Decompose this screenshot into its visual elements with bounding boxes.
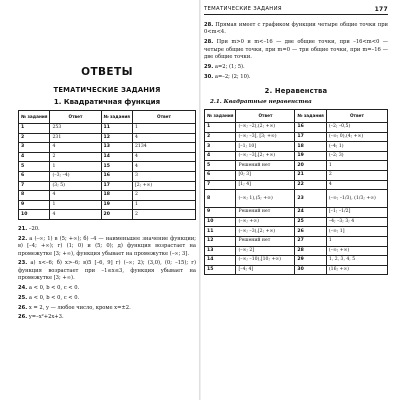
answer-cell: (–∞; +∞) (236, 217, 295, 227)
task-number-cell: 14 (101, 152, 132, 162)
answer-cell: (–2; 3) (326, 151, 387, 161)
answer-cell: (–∞; +∞) (326, 246, 387, 256)
table-header-row (205, 110, 388, 123)
task-number-cell: 4 (19, 152, 50, 162)
answer-cell: 253 (50, 124, 101, 134)
answer-number: 30. (204, 73, 214, 80)
task-number-cell: 14 (205, 256, 236, 266)
task-number-cell: 18 (101, 191, 132, 201)
answer-item (18, 236, 196, 258)
answer-text: a=2; (1; 5). (213, 63, 245, 70)
answer-cell: [0; 3] (236, 170, 295, 180)
answer-item (18, 285, 196, 292)
task-number-cell: 2 (19, 133, 50, 143)
answer-cell: 1 (326, 236, 387, 246)
col-header-answer: Ответ (50, 111, 101, 124)
answer-cell: 2 (326, 170, 387, 180)
answer-cell: (–∞; –1/3), (1/3; +∞) (326, 190, 387, 208)
answer-item (204, 22, 388, 37)
answer-cell: (–4; 1) (326, 142, 387, 152)
task-number-cell: 9 (205, 208, 236, 218)
table-row (205, 190, 388, 208)
col-header-task: № задания (19, 111, 50, 124)
answer-cell: (–∞; 1),(5; +∞) (236, 190, 295, 208)
answer-cell: (–∞; –3], [3; +∞) (236, 132, 295, 142)
answer-item (204, 39, 388, 61)
table-row (19, 191, 196, 201)
answer-text: При m>0 и m<–16 — две общие точки, при –16<m<0 — четыре общие точки, при m=0 — три общие точки, при m=–16 — две общие точки. (204, 39, 388, 61)
answer-cell: (–∞; 2] (236, 246, 295, 256)
answer-text: a=–2; (2; 10). (213, 73, 251, 80)
answer-cell: 1 (132, 200, 195, 210)
answer-cell: 2134 (132, 143, 195, 153)
answer-cell: 4 (326, 180, 387, 190)
answer-number: 24. (18, 284, 28, 291)
answer-cell: 1 (50, 162, 101, 172)
answer-text: –20. (27, 225, 40, 232)
answer-item (18, 295, 196, 302)
task-number-cell: 13 (205, 246, 236, 256)
table-row (205, 180, 388, 190)
task-number-cell: 7 (19, 181, 50, 191)
task-number-cell: 28 (295, 246, 326, 256)
answer-item (18, 314, 196, 321)
task-number-cell: 8 (205, 190, 236, 208)
answers-table-1-body (19, 124, 196, 220)
task-number-cell: 27 (295, 236, 326, 246)
answer-cell: 4 (132, 133, 195, 143)
task-number-cell: 24 (295, 208, 326, 218)
task-number-cell: 18 (295, 142, 326, 152)
left-answers-list (18, 226, 196, 322)
table-row (205, 256, 388, 266)
right-answers-list (204, 22, 388, 81)
answer-cell: (–∞; 1] (326, 227, 387, 237)
task-number-cell: 6 (19, 171, 50, 181)
answer-item (18, 305, 196, 312)
answer-cell: (16; +∞) (326, 265, 387, 275)
answer-text: a < 0, b < 0, c < 0. (27, 294, 80, 301)
table-row (205, 170, 388, 180)
table-row (205, 208, 388, 218)
task-number-cell: 5 (19, 162, 50, 172)
answers-table-2 (204, 109, 388, 275)
answer-cell: 4 (132, 162, 195, 172)
answer-cell: (–∞; –10),[10; +∞) (236, 256, 295, 266)
table-row (205, 151, 388, 161)
answer-text: а) x<–6; б) x>–6; в)5 [–6, 9] г) (–∞; 2); (3,0), (0; –15); г) функция возрастает при –1≤x≤3, функция убывает на промежутке [3; +∞). (18, 260, 196, 282)
task-number-cell: 30 (295, 265, 326, 275)
task-number-cell: 10 (205, 217, 236, 227)
answer-item (18, 260, 196, 282)
task-number-cell: 13 (101, 143, 132, 153)
answer-number: 23. (18, 260, 28, 267)
answer-cell: 4 (132, 152, 195, 162)
task-number-cell: 15 (205, 265, 236, 275)
task-number-cell: 12 (205, 236, 236, 246)
answer-cell: 4 (50, 191, 101, 201)
task-number-cell: 15 (101, 162, 132, 172)
task-number-cell: 22 (295, 180, 326, 190)
answer-number: 29. (204, 63, 214, 70)
task-number-cell: 1 (19, 124, 50, 134)
section-title-left: ТЕМАТИЧЕСКИЕ ЗАДАНИЯ (53, 86, 161, 94)
col-header-answer: Ответ (236, 110, 295, 123)
table-row (205, 227, 388, 237)
task-number-cell: 10 (19, 210, 50, 220)
task-number-cell: 23 (295, 190, 326, 208)
answer-text: a (–∞; 1) в (5; +∞); б) –4 — наименьшее значение функции; в) [–4; +∞); г) (1; 0) и (5; 0); д) функция возрастает на промежутке [3; +∞), функция убывает на промежутке (–∞; 3]. (18, 235, 196, 257)
answer-number: 28. (204, 22, 214, 28)
answer-item (18, 226, 196, 233)
table-row (19, 200, 196, 210)
task-number-cell: 3 (205, 142, 236, 152)
table-row (205, 265, 388, 275)
task-number-cell: 7 (205, 180, 236, 190)
task-number-cell: 3 (19, 143, 50, 153)
answer-text: y=–x²+2x+3. (27, 314, 64, 321)
answer-cell: –4; –3; 3; 4 (326, 217, 387, 227)
task-number-cell: 20 (101, 210, 132, 220)
answer-cell: (–∞; –3),[2; +∞) (236, 227, 295, 237)
answer-cell: 2 (132, 210, 195, 220)
task-number-cell: 6 (205, 170, 236, 180)
answer-cell: Решений нет (236, 236, 295, 246)
col-header-answer: Ответ (326, 110, 387, 123)
answer-cell: (–∞; 0),(4; +∞) (326, 132, 387, 142)
answer-cell: 1 (326, 161, 387, 171)
task-number-cell: 11 (101, 124, 132, 134)
task-number-cell: 29 (295, 256, 326, 266)
subsection-quadratic-function: 1. Квадратичная функция (53, 98, 161, 106)
task-number-cell: 17 (101, 181, 132, 191)
task-number-cell: 26 (295, 227, 326, 237)
task-number-cell: 5 (205, 161, 236, 171)
answer-cell: (–∞; –2),(2; +∞) (236, 123, 295, 133)
answer-cell: (–∞; –3],[2; +∞) (236, 151, 295, 161)
answer-number: 25. (18, 294, 28, 301)
table-row (19, 162, 196, 172)
answer-number: 22. (18, 235, 28, 242)
subsection-quadratic-inequalities: 2.1. Квадратные неравенства (210, 99, 312, 106)
task-number-cell: 21 (295, 170, 326, 180)
table-row (205, 123, 388, 133)
col-header-answer: Ответ (132, 111, 195, 124)
answer-cell: 2 (50, 152, 101, 162)
table-row (19, 181, 196, 191)
running-header-text: ТЕМАТИЧЕСКИЕ ЗАДАНИЯ (204, 6, 282, 12)
page-number: 177 (374, 6, 388, 13)
answer-cell: [2; +∞) (132, 181, 195, 191)
answer-text: Прямая имеет с графиком функции четыре общие точки при 0<m<4. (204, 22, 388, 36)
task-number-cell: 20 (295, 161, 326, 171)
task-number-cell: 1 (205, 123, 236, 133)
col-header-task: № задания (295, 110, 326, 123)
section-title-inequalities: 2. Неравенства (264, 87, 328, 96)
answer-item (204, 64, 388, 71)
answer-cell: [–1; –1/2] (326, 208, 387, 218)
task-number-cell: 16 (101, 171, 132, 181)
answer-item (204, 74, 388, 81)
answers-title: ОТВЕТЫ (81, 66, 133, 78)
answers-table-2-body (205, 123, 388, 275)
answer-cell: [–4; 4] (236, 265, 295, 275)
task-number-cell: 19 (295, 151, 326, 161)
answer-number: 21. (18, 225, 28, 232)
answer-cell: 4 (50, 143, 101, 153)
answer-cell: 231 (50, 133, 101, 143)
answer-cell: (3; 5) (50, 181, 101, 191)
answer-text: a < 0, b < 0, c < 0. (27, 284, 80, 291)
task-number-cell: 25 (295, 217, 326, 227)
col-header-task: № задания (101, 111, 132, 124)
answer-cell: Решений нет (236, 161, 295, 171)
task-number-cell: 19 (101, 200, 132, 210)
task-number-cell: 12 (101, 133, 132, 143)
table-row (19, 171, 196, 181)
answer-cell: 1 (50, 200, 101, 210)
task-number-cell: 2 (205, 132, 236, 142)
table-row (19, 210, 196, 220)
table-row (205, 142, 388, 152)
answer-number: 28. (204, 39, 214, 46)
answer-cell: 4 (50, 210, 101, 220)
answer-number: 26. (18, 304, 28, 311)
task-number-cell: 9 (19, 200, 50, 210)
table-header-row (19, 111, 196, 124)
table-row (19, 133, 196, 143)
task-number-cell: 17 (295, 132, 326, 142)
table-row (19, 152, 196, 162)
table-row (205, 246, 388, 256)
answer-cell: [–1; 10] (236, 142, 295, 152)
answer-cell: 3 (132, 171, 195, 181)
table-row (19, 143, 196, 153)
table-row (205, 161, 388, 171)
answer-cell: Решений нет (236, 208, 295, 218)
answer-cell: [1; 4] (236, 180, 295, 190)
table-row (205, 236, 388, 246)
answer-text: x = 2, y — любое число, кроме x=±2. (27, 304, 131, 311)
table-row (19, 124, 196, 134)
task-number-cell: 8 (19, 191, 50, 201)
answer-cell: (–3; –4) (50, 171, 101, 181)
col-header-task: № задания (205, 110, 236, 123)
answer-cell: 1 (132, 124, 195, 134)
answer-cell: (–2; –0,5) (326, 123, 387, 133)
answer-number: 26. (18, 314, 28, 321)
task-number-cell: 11 (205, 227, 236, 237)
answer-cell: 1, 2, 3, 4, 5 (326, 256, 387, 266)
table-row (205, 217, 388, 227)
right-page (200, 0, 400, 400)
task-number-cell: 4 (205, 151, 236, 161)
table-row (205, 132, 388, 142)
task-number-cell: 16 (295, 123, 326, 133)
answer-cell: 2 (132, 191, 195, 201)
answers-table-1 (18, 110, 196, 220)
